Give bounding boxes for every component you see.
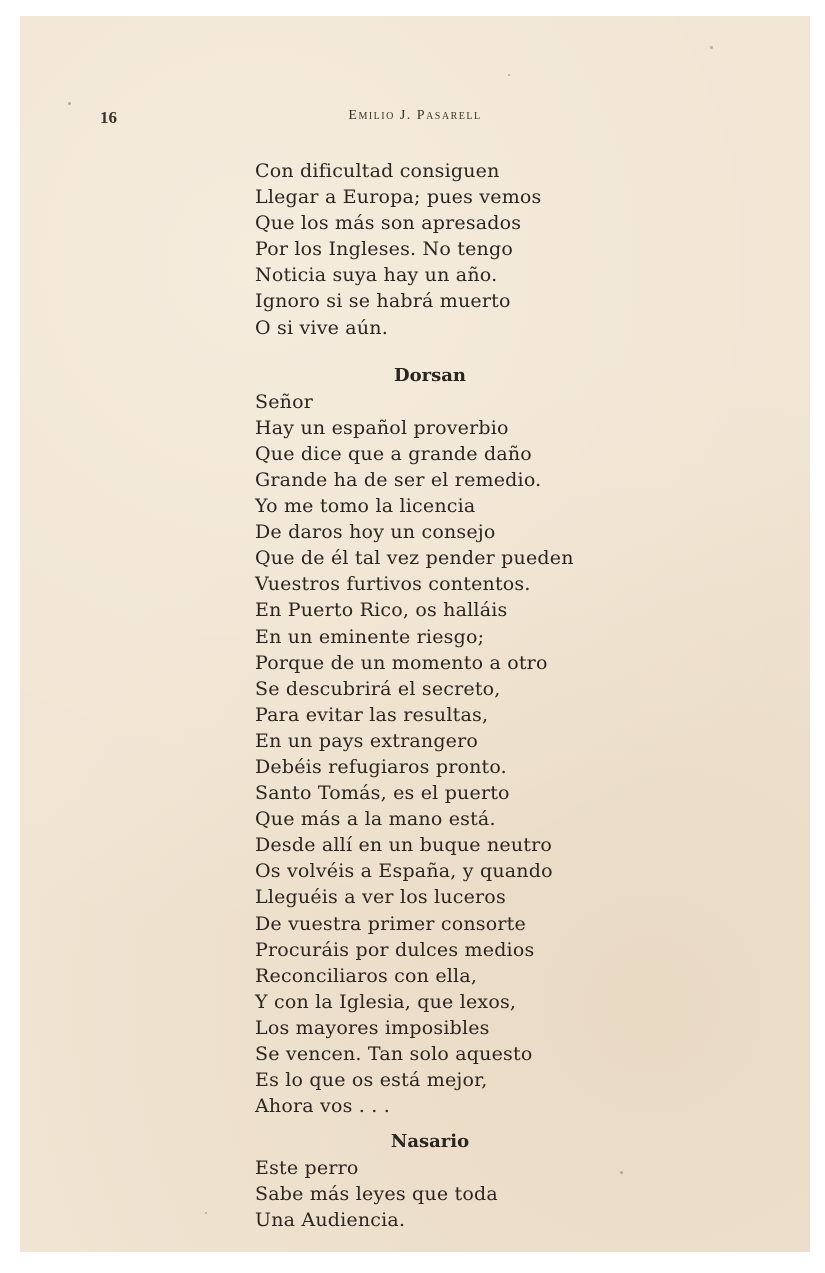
verse-line: Que de él tal vez pender pueden xyxy=(255,547,574,570)
verse-line: Que dice que a grande daño xyxy=(255,442,532,465)
verse-line: Y con la Iglesia, que lexos, xyxy=(255,990,517,1013)
verse-line: Se descubrirá el secreto, xyxy=(255,677,501,700)
verse-line: Debéis refugiaros pronto. xyxy=(255,755,507,778)
speech-dorsan xyxy=(255,363,655,1120)
verse-line: Que los más son apresados xyxy=(255,212,522,235)
verse-line: Que más a la mano está. xyxy=(255,808,496,831)
verse-line: Ignoro si se habrá muerto xyxy=(255,290,511,313)
verse-line: Es lo que os está mejor, xyxy=(255,1069,488,1092)
verse-line: Procuráis por dulces medios xyxy=(255,938,535,961)
verse-line: Os volvéis a España, y quando xyxy=(255,860,553,883)
paper-speck xyxy=(508,74,510,76)
paper-speck xyxy=(205,1212,207,1214)
verse-text xyxy=(255,158,655,1234)
verse-line: En un eminente riesgo; xyxy=(255,625,485,648)
verse-line: En un pays extrangero xyxy=(255,729,479,752)
verse-line: Vuestros furtivos contentos. xyxy=(255,573,531,596)
verse-line: Reconciliaros con ella, xyxy=(255,964,478,987)
verse-line: Porque de un momento a otro xyxy=(255,651,548,674)
verse-line: O si vive aún. xyxy=(255,316,388,339)
verse-line: Llegar a Europa; pues vemos xyxy=(255,186,542,209)
verse-line: Este perro xyxy=(255,1157,359,1180)
verse-line: Señor xyxy=(255,390,314,413)
verse-line: Santo Tomás, es el puerto xyxy=(255,782,510,805)
verse-line: Yo me tomo la licencia xyxy=(255,495,476,518)
verse-line: Ahora vos . . . xyxy=(255,1095,391,1118)
verse-line: Sabe más leyes que toda xyxy=(255,1183,498,1206)
verse-line: De vuestra primer consorte xyxy=(255,912,526,935)
verse-line: Los mayores imposibles xyxy=(255,1016,490,1039)
verse-line: Con dificultad consiguen xyxy=(255,160,500,182)
speaker-name: Dorsan xyxy=(394,364,466,386)
verse-line: Desde allí en un buque neutro xyxy=(255,834,553,857)
running-head: Emilio J. Pasarell xyxy=(348,108,482,123)
verse-line: Lleguéis a ver los luceros xyxy=(255,886,506,909)
verse-line: Se vencen. Tan solo aquesto xyxy=(255,1043,533,1065)
paper-speck xyxy=(68,102,71,105)
speech-nasario xyxy=(255,1129,655,1233)
verse-line: En Puerto Rico, os halláis xyxy=(255,599,508,622)
verse-line: Noticia suya hay un año. xyxy=(255,264,498,287)
verse-line: Para evitar las resultas, xyxy=(255,703,489,726)
verse-line: Hay un español proverbio xyxy=(255,416,509,439)
verse-line: Una Audiencia. xyxy=(255,1209,406,1232)
paper-speck xyxy=(710,46,713,49)
opening-lines xyxy=(255,158,655,341)
verse-line: De daros hoy un consejo xyxy=(255,521,496,544)
speaker-name: Nasario xyxy=(390,1131,470,1153)
book-page xyxy=(20,16,810,1252)
verse-line: Por los Ingleses. No tengo xyxy=(255,238,513,261)
verse-line: Grande ha de ser el remedio. xyxy=(255,468,542,491)
page-number: 16 xyxy=(100,108,117,127)
page-header xyxy=(20,108,810,132)
